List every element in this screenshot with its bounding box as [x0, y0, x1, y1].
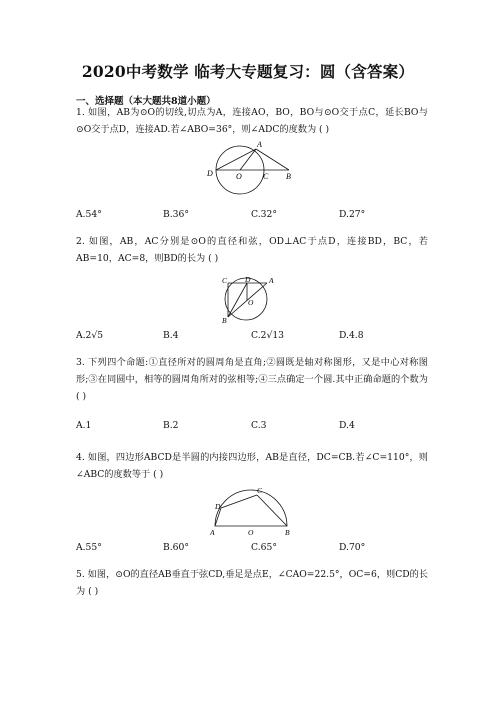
label-o: O — [248, 298, 254, 307]
option-c[interactable]: C.65° — [251, 542, 277, 553]
label-o: O — [236, 172, 242, 181]
label-d: D — [207, 169, 213, 178]
question-1-text: 1. 如图，AB为⊙O的切线,切点为A，连接AO，BO，BO与⊙O交于点C，延长BO与⊙O交于点D，连接AD.若∠ABO=36°，则∠ADC的度数为 ( ) — [76, 107, 428, 135]
option-c[interactable]: C.2√13 — [251, 330, 285, 341]
line-dc — [221, 495, 257, 508]
option-a[interactable]: A.55° — [76, 542, 102, 553]
semicircle — [215, 490, 287, 526]
question-5-text: 5. 如图，⊙O的直径AB垂直于弦CD,垂足是点E，∠CAO=22.5°，OC=6，则CD的长为 ( ) — [76, 569, 428, 597]
question-4-text: 4. 如图，四边形ABCD是半圆的内接四边形，AB是直径，DC=CB.若∠C=110°，则∠ABC的度数等于 ( ) — [76, 452, 428, 480]
option-b[interactable]: B.4 — [163, 330, 179, 341]
question-4-figure — [205, 484, 295, 538]
option-a[interactable]: A.1 — [76, 420, 92, 431]
option-d[interactable]: D.4.8 — [339, 330, 364, 341]
line-ab — [256, 149, 289, 170]
question-3-text: 3. 下列四个命题:①直径所对的圆周角是直角;②圆既是轴对称图形，又是中心对称图形;③在同圆中，相等的圆周角所对的弦相等;④三点确定一个圆.其中正确命题的个数为 ( ) — [76, 357, 428, 402]
line-bd — [228, 283, 247, 317]
label-a: A — [257, 140, 262, 149]
label-b: B — [286, 172, 291, 181]
label-b: B — [222, 316, 227, 325]
label-o: O — [248, 528, 254, 537]
option-a[interactable]: A.2√5 — [76, 330, 104, 341]
question-2-figure — [218, 273, 278, 325]
label-c: C — [263, 172, 269, 181]
option-d[interactable]: D.4 — [339, 420, 355, 431]
page-title: 2020中考数学 临考大专题复习：圆（含答案） — [81, 62, 415, 81]
option-d[interactable]: D.70° — [339, 542, 366, 553]
line-ao — [240, 149, 256, 170]
question-2-text: 2. 如图，AB，AC分别是⊙O的直径和弦，OD⊥AC于点D，连接BD，BC，若AB=10，AC=8，则BD的长为 ( ) — [76, 236, 428, 264]
line-cb — [257, 495, 287, 526]
option-b[interactable]: B.2 — [163, 420, 179, 431]
section-heading: 一、选择题（本大题共8道小题） — [76, 96, 216, 107]
label-b: B — [285, 528, 290, 537]
option-b[interactable]: B.36° — [163, 209, 189, 220]
option-a[interactable]: A.54° — [76, 209, 102, 220]
line-ad — [216, 149, 256, 170]
option-c[interactable]: C.32° — [251, 209, 277, 220]
option-d[interactable]: D.27° — [339, 209, 366, 220]
option-b[interactable]: B.60° — [163, 542, 189, 553]
label-d: D — [245, 275, 251, 284]
label-a: A — [269, 276, 274, 285]
question-1-figure — [200, 137, 300, 195]
label-a: A — [210, 528, 215, 537]
label-c: C — [222, 276, 228, 285]
option-c[interactable]: C.3 — [251, 420, 267, 431]
label-d: D — [215, 502, 221, 511]
label-c: C — [257, 486, 263, 495]
